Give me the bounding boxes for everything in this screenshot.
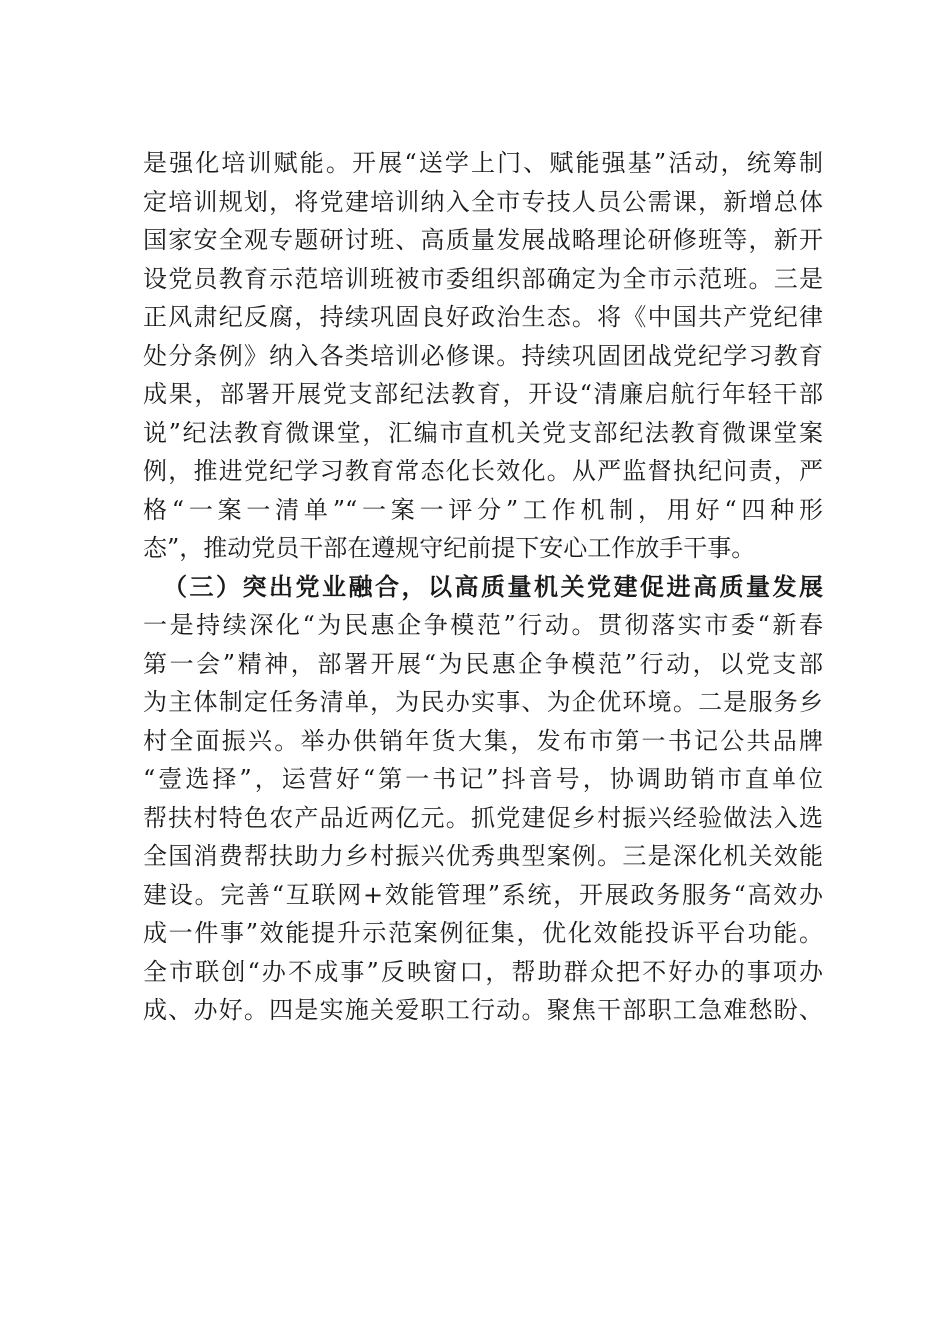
paragraph-line: 全国消费帮扶助力乡村振兴优秀典型案例。三是深化机关效能 xyxy=(143,842,823,870)
paragraph-line: 成、办好。四是实施关爱职工行动。聚焦干部职工急难愁盼、 xyxy=(143,996,823,1024)
paragraph-line: 帮扶村特色农产品近两亿元。抓党建促乡村振兴经验做法入选 xyxy=(143,803,823,832)
paragraph-line: 正风肃纪反腐，持续巩固良好政治生态。将《中国共产党纪律 xyxy=(143,303,823,331)
paragraph-line: “壹选择”，运营好“第一书记”抖音号，协调助销市直单位 xyxy=(143,765,823,793)
paragraph-line: 成一件事”效能提升示范案例征集，优化效能投诉平台功能。 xyxy=(143,919,823,947)
paragraph-line: 定培训规划，将党建培训纳入全市专技人员公需课，新增总体 xyxy=(143,187,823,216)
paragraph-line: 建设。完善“互联网+效能管理”系统，开展政务服务“高效办 xyxy=(143,880,823,909)
paragraph-line: 国家安全观专题研讨班、高质量发展战略理论研修班等，新开 xyxy=(143,226,823,254)
paragraph-line: 一是持续深化“为民惠企争模范”行动。贯彻落实市委“新春 xyxy=(143,611,823,639)
paragraph-line: 格“一案一清单”“一案一评分”工作机制，用好“四种形 xyxy=(143,495,823,524)
paragraph-line: 村全面振兴。举办供销年货大集，发布市第一书记公共品牌 xyxy=(143,726,823,755)
paragraph-line: 例，推进党纪学习教育常态化长效化。从严监督执纪问责，严 xyxy=(143,457,823,485)
paragraph-line: 全市联创“办不成事”反映窗口，帮助群众把不好办的事项办 xyxy=(143,957,823,986)
paragraph-line: 态”，推动党员干部在遵规守纪前提下安心工作放手干事。 xyxy=(143,534,756,562)
paragraph-line: 是强化培训赋能。开展“送学上门、赋能强基”活动，统筹制 xyxy=(143,149,823,177)
section-heading: （三）突出党业融合，以高质量机关党建促进高质量发展 xyxy=(163,571,823,601)
paragraph-line: 说”纪法教育微课堂，汇编市直机关党支部纪法教育微课堂案 xyxy=(143,418,823,447)
paragraph-line: 为主体制定任务清单，为民办实事、为企优环境。二是服务乡 xyxy=(143,688,823,716)
paragraph-line: 成果，部署开展党支部纪法教育，开设“清廉启航行年轻干部 xyxy=(143,380,823,408)
paragraph-line: 处分条例》纳入各类培训必修课。持续巩固团战党纪学习教育 xyxy=(143,341,823,370)
paragraph-line: 第一会”精神，部署开展“为民惠企争模范”行动，以党支部 xyxy=(143,649,823,678)
paragraph-line: 设党员教育示范培训班被市委组织部确定为全市示范班。三是 xyxy=(143,264,823,293)
